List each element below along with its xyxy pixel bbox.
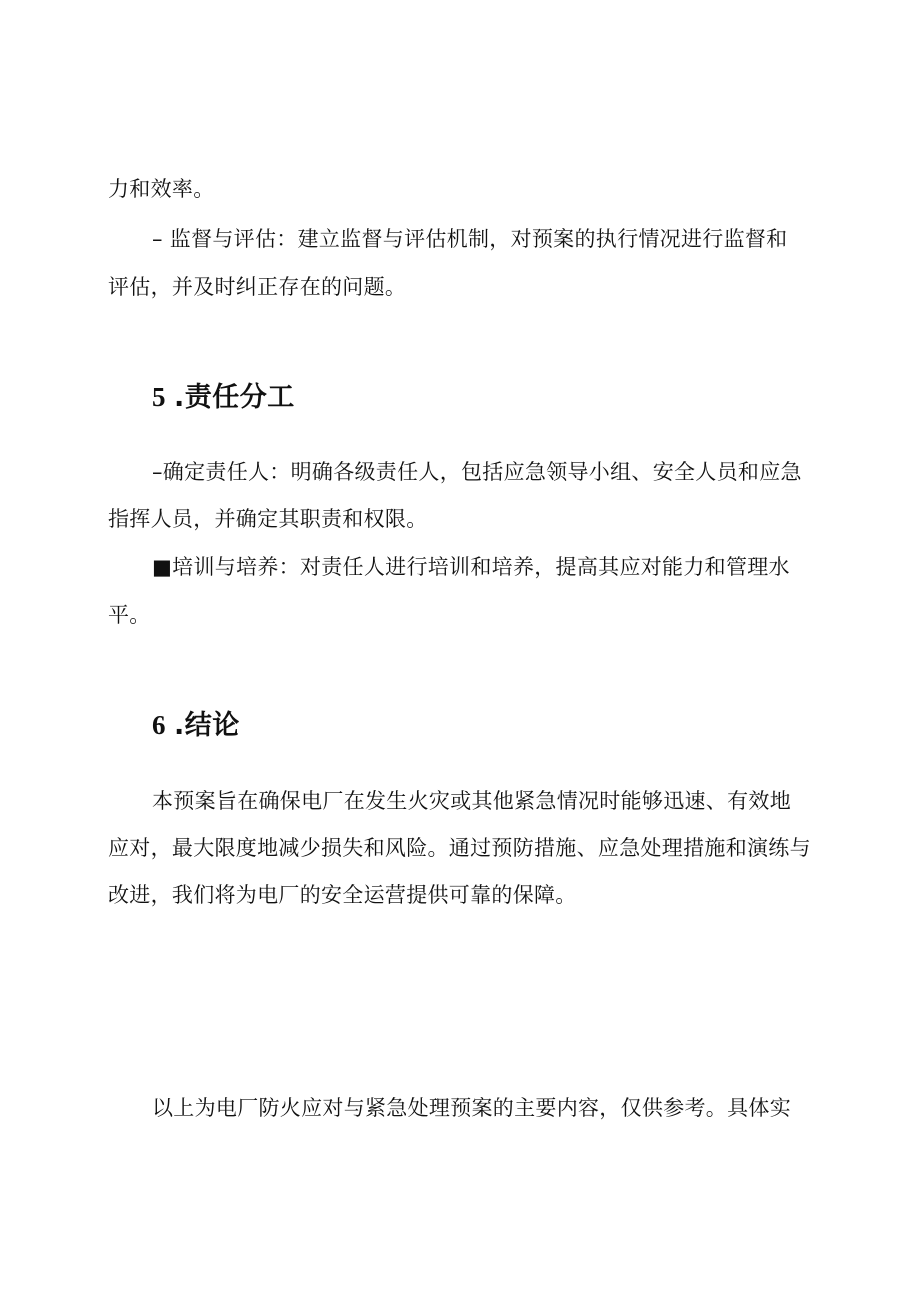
supervision-item-line-2: 评估，并及时纠正存在的问题。 (108, 275, 407, 299)
section-5-title: .责任分工 (174, 382, 295, 413)
conclusion-paragraph-line-3: 改进，我们将为电厂的安全运营提供可靠的保障。 (108, 883, 577, 907)
section-6-title: .结论 (174, 710, 240, 741)
section-6-heading (152, 707, 240, 744)
responsibility-item-1-line-1: –确定责任人：明确各级责任人，包括应急领导小组、安全人员和应急 (152, 460, 802, 484)
section-5-number: 5 (152, 382, 166, 412)
responsibility-item-2-line-1: ■培训与培养：对责任人进行培训和培养，提高其应对能力和管理水 (152, 555, 790, 579)
closing-line-1: 以上为电厂防火应对与紧急处理预案的主要内容，仅供参考。具体实 (152, 1096, 791, 1120)
supervision-item-line-1: – 监督与评估：建立监督与评估机制，对预案的执行情况进行监督和 (152, 227, 788, 251)
conclusion-paragraph-line-2: 应对，最大限度地减少损失和风险。通过预防措施、应急处理措施和演练与 (108, 836, 811, 860)
section-5-heading (152, 379, 295, 416)
responsibility-item-1-line-2: 指挥人员，并确定其职责和权限。 (108, 507, 428, 531)
responsibility-item-2-line-2: 平。 (108, 603, 151, 627)
section-6-number: 6 (152, 710, 166, 740)
conclusion-paragraph-line-1: 本预案旨在确保电厂在发生火灾或其他紧急情况时能够迅速、有效地 (152, 789, 791, 813)
prev-section-tail-line: 力和效率。 (108, 177, 215, 201)
